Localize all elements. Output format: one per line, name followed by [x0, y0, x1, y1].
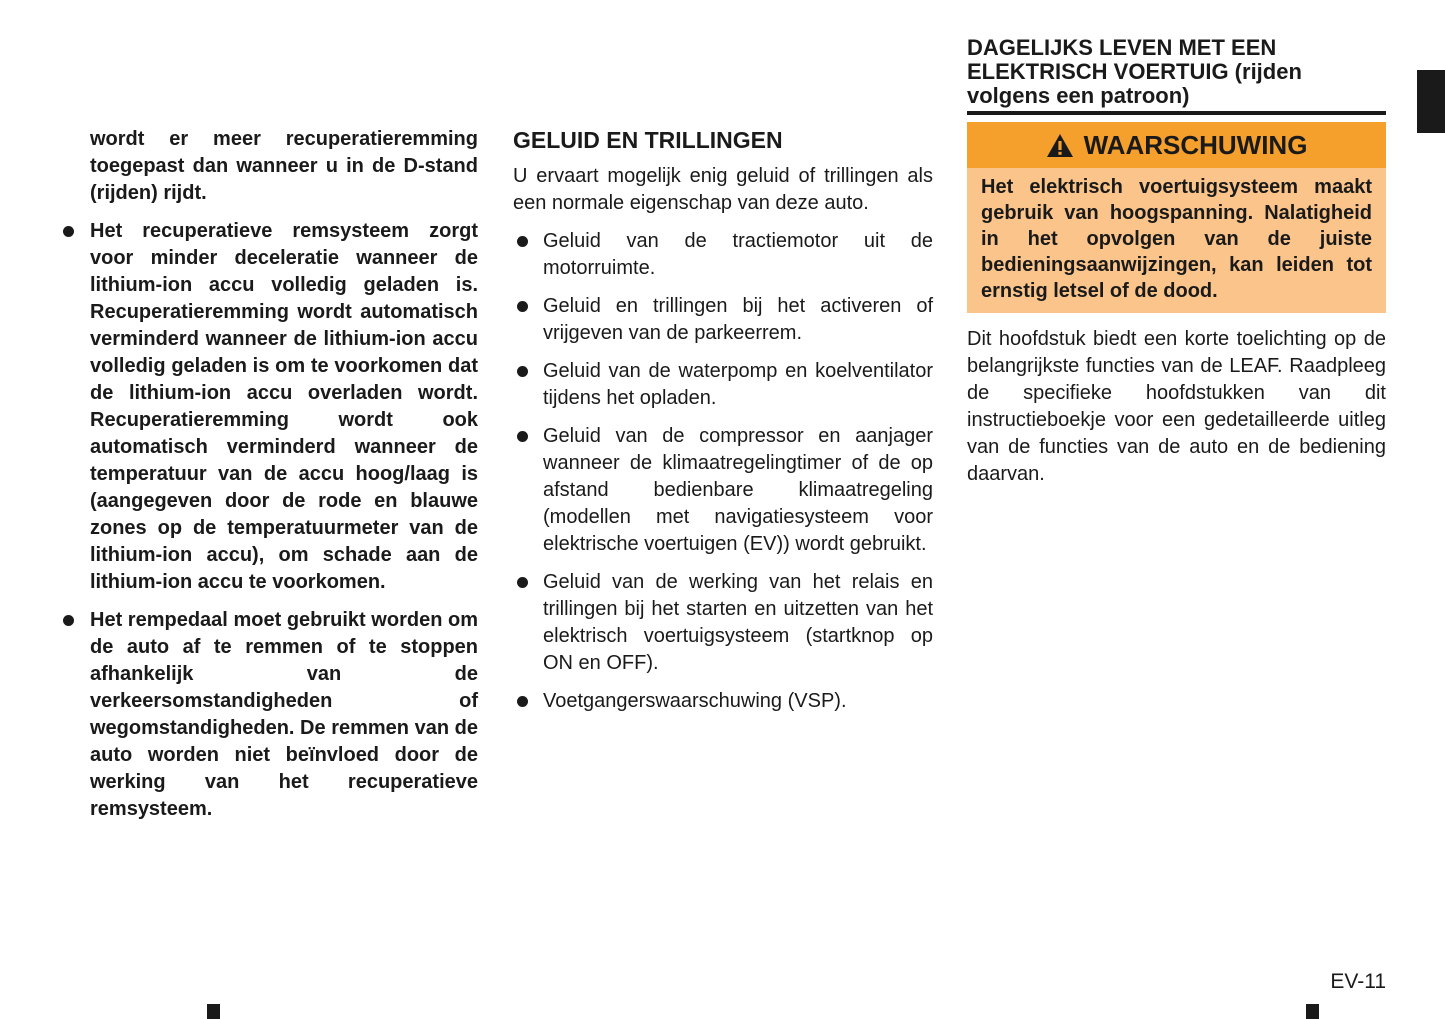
middle-bullet-list	[513, 228, 933, 715]
list-item-text: Geluid van de tractiemotor uit de motorruimte.	[543, 230, 933, 279]
list-item-text: Het rempedaal moet gebruikt worden om de auto af te remmen of te stoppen afhankelijk van de verkeersomstandigheden of wegomstandigheden. De remmen van de auto worden niet beïnvloed door de werking van het recuperatieve remsysteem.	[90, 609, 478, 820]
warning-title: WAARSCHUWING	[1083, 129, 1308, 160]
list-item-text: Geluid en trillingen bij het activeren of vrijgeven van de parkeerrem.	[543, 295, 933, 344]
list-item	[513, 228, 933, 282]
chapter-title: DAGELIJKS LEVEN MET EEN ELEKTRISCH VOERTUIG (rijden volgens een patroon)	[967, 36, 1386, 115]
chapter-tab-marker	[1417, 70, 1445, 133]
section-intro: U ervaart mogelijk enig geluid of trillingen als een normale eigenschap van deze auto.	[513, 165, 933, 214]
page-number: EV-11	[1330, 970, 1386, 993]
list-item	[60, 218, 478, 596]
bullet-icon	[517, 577, 528, 588]
list-item	[513, 423, 933, 558]
bullet-icon	[63, 615, 74, 626]
list-item	[513, 358, 933, 412]
continuation-text: wordt er meer recuperatieremming toegepast dan wanneer u in de D-stand (rijden) rijdt.	[90, 128, 478, 204]
left-bullet-list	[60, 218, 478, 823]
chapter-intro: Dit hoofdstuk biedt een korte toelichting op de belangrijkste functies van de LEAF. Raadpleeg de specifieke hoofdstukken van dit instructieboekje voor een gedetailleerde uitleg van de functies van de auto en de bediening daarvan.	[967, 328, 1386, 485]
section-heading: GELUID EN TRILLINGEN	[513, 127, 783, 153]
warning-text: Het elektrisch voertuigsysteem maakt gebruik van hoogspanning. Nalatigheid in het opvolgen van de juiste bedieningsaanwijzingen, kan leiden tot ernstig letsel of de dood.	[967, 168, 1386, 313]
right-column	[967, 36, 1386, 508]
warning-box	[967, 122, 1386, 313]
list-item-text: Geluid van de compressor en aanjager wanneer de klimaatregelingtimer of de op afstand bedienbare klimaatregeling (modellen met navigatiesysteem voor elektrische voertuigen (EV)) wordt gebruikt.	[543, 425, 933, 555]
list-item	[513, 293, 933, 347]
bullet-icon	[63, 226, 74, 237]
warning-header	[967, 122, 1386, 168]
middle-column	[513, 126, 933, 715]
list-item	[513, 688, 933, 715]
list-item-text: Geluid van de werking van het relais en trillingen bij het starten en uitzetten van het elektrisch voertuigsysteem (startknop op ON en OFF).	[543, 571, 933, 674]
list-item	[513, 569, 933, 677]
list-item-text: Het recuperatieve remsysteem zorgt voor minder deceleratie wanneer de lithium-ion accu volledig geladen is. Recuperatieremming wordt automatisch verminderd wanneer de lithium-ion accu volledig geladen is om te voorkomen dat de lithium-ion accu overladen wordt. Recuperatieremming wordt ook automatisch verminderd wanneer de temperatuur van de accu hoog/laag is (aangegeven door de rode en blauwe zones op de temperatuurmeter van de lithium-ion accu), om schade aan de lithium-ion accu te voorkomen.	[90, 220, 478, 593]
list-item-text: Voetgangerswaarschuwing (VSP).	[543, 690, 847, 712]
bullet-icon	[517, 236, 528, 247]
left-column	[60, 126, 478, 823]
bullet-icon	[517, 366, 528, 377]
warning-triangle-icon	[1046, 133, 1074, 158]
bullet-icon	[517, 431, 528, 442]
crop-mark-right	[1306, 1004, 1319, 1019]
bullet-icon	[517, 696, 528, 707]
bullet-icon	[517, 301, 528, 312]
list-item-text: Geluid van de waterpomp en koelventilator tijdens het opladen.	[543, 360, 933, 409]
list-item	[60, 607, 478, 823]
crop-mark-left	[207, 1004, 220, 1019]
